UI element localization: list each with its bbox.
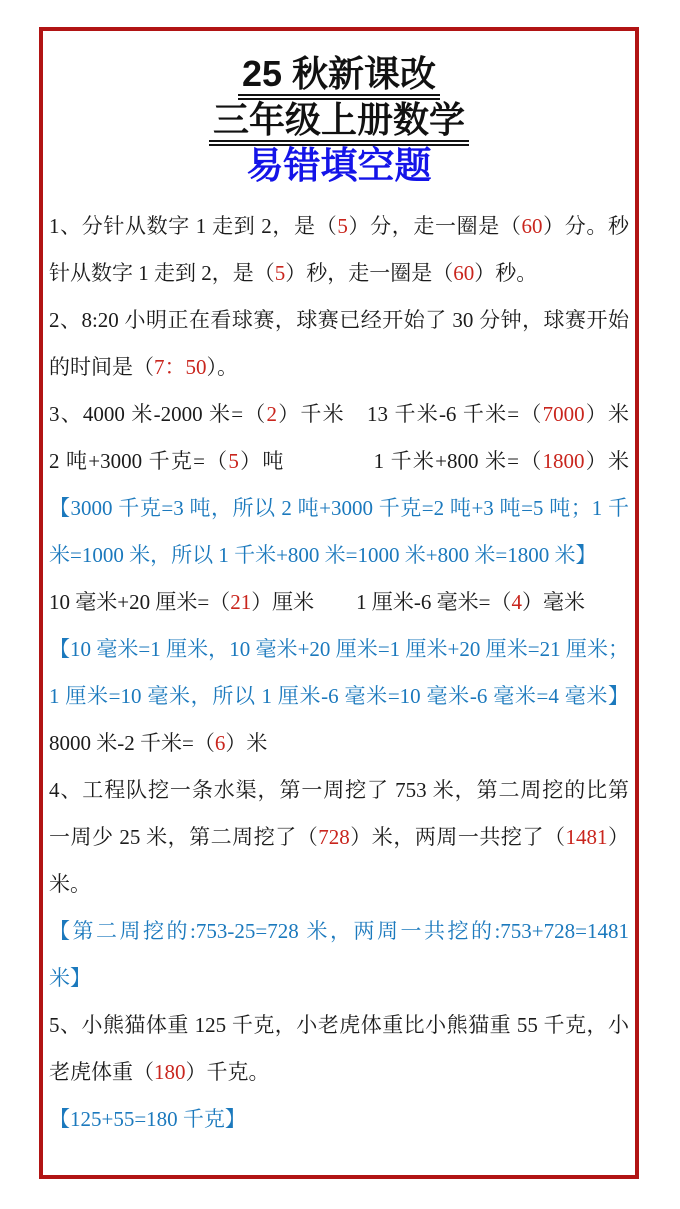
answer-text: 6 [214,731,226,755]
question-text: 4、工程队挖一条水渠，第一周挖了 753 米，第二周挖的比第 [49,778,629,802]
answer-text: 728 [318,825,350,849]
question-text: ）。 [206,355,238,379]
answer-text: 7000 [542,402,585,426]
answer-text: 180 [154,1060,186,1084]
q3-explain-line-4 [49,673,629,720]
answer-text: 5 [228,449,239,473]
worksheet-subtitle: 易错填空题 [246,145,432,186]
worksheet-header [43,51,635,189]
q3-line-3 [49,579,629,626]
question-text: ）秒。 [474,261,538,285]
question-text: 2、8:20 小明正在看球赛，球赛已经开始了 30 分钟，球赛开始 [49,308,629,332]
question-text: ）米 [225,731,268,755]
answer-text: 60 [453,261,475,285]
q1-line-2 [49,250,629,297]
answer-text: 4 [511,590,523,614]
question-text: ）米 [584,402,629,426]
question-text: ）千克。 [185,1060,270,1084]
answer-text: 5 [337,214,348,238]
question-text: ）毫米 [522,590,586,614]
q5-line-2 [49,1049,629,1096]
question-text: 10 毫米+20 厘米=（ [49,590,231,614]
answer-text: 60 [521,214,543,238]
explanation-text: 米】 [49,966,91,990]
q3-explain-line-2 [49,532,629,579]
q3-explain-line-3 [49,626,629,673]
question-text: ）厘米 1 厘米-6 毫米=（ [251,590,512,614]
explanation-text: 【第二周挖的:753-25=728 米，两周一共挖的:753+728=1481 [49,919,629,943]
explanation-text: 【10 毫米=1 厘米，10 毫米+20 厘米=1 厘米+20 厘米=21 厘米； [49,637,629,661]
q4-line-3 [49,861,629,908]
question-text: 的时间是（ [49,355,154,379]
question-text: 米。 [49,872,91,896]
q4-explain-line-2 [49,955,629,1002]
q1-line-1 [49,203,629,250]
question-text: ）秒，走一圈是（ [285,261,454,285]
explanation-text: 【3000 千克=3 吨，所以 2 吨+3000 千克=2 吨+3 吨=5 吨；1 千 [49,496,629,520]
title-row-1 [43,51,635,97]
q5-explain-line-1 [49,1096,629,1143]
question-text: ）米 [584,449,629,473]
title-line-1: 25 秋新课改 [238,54,440,100]
question-text: 5、小熊猫体重 125 千克，小老虎体重比小熊猫重 55 千克，小 [49,1013,629,1037]
answer-text: 2 [266,402,278,426]
q2-line-1 [49,297,629,344]
q3-line-4 [49,720,629,767]
question-text: 2 吨+3000 千克=（ [49,449,229,473]
question-text: ）分，走一圈是（ [347,214,522,238]
title-line-2: 三年级上册数学 [209,100,469,146]
question-text: 8000 米-2 千米=（ [49,731,215,755]
q5-line-1 [49,1002,629,1049]
q3-line-2 [49,438,629,485]
q4-explain-line-1 [49,908,629,955]
question-text: 老虎体重（ [49,1060,154,1084]
answer-text: 5 [274,261,286,285]
explanation-text: 米=1000 米，所以 1 千米+800 米=1000 米+800 米=1800 米】 [49,543,597,567]
question-text: 1、分针从数字 1 走到 2，是（ [49,214,338,238]
red-border-frame [39,27,639,1179]
answer-text: 7：50 [154,355,207,379]
answer-text: 1800 [542,449,585,473]
question-text: ） [607,825,629,849]
q2-line-2 [49,344,629,391]
explanation-text: 1 厘米=10 毫米，所以 1 厘米-6 毫米=10 毫米-6 毫米=4 毫米】 [49,684,629,708]
question-text: 一周少 25 米，第二周挖了（ [49,825,319,849]
explanation-text: 【125+55=180 千克】 [49,1107,246,1131]
answer-text: 21 [230,590,252,614]
question-text: 3、4000 米-2000 米=（ [49,402,267,426]
question-text: ）米，两周一共挖了（ [349,825,566,849]
answer-text: 1481 [565,825,608,849]
q4-line-1 [49,767,629,814]
title-row-2 [43,97,635,143]
worksheet-body [43,203,635,1143]
question-text: ）千米 13 千米-6 千米=（ [277,402,543,426]
question-text: 针从数字 1 走到 2，是（ [49,261,275,285]
q4-line-2 [49,814,629,861]
question-text: ）吨 1 千米+800 米=（ [238,449,543,473]
q3-line-1 [49,391,629,438]
q3-explain-line-1 [49,485,629,532]
question-text: ）分。秒 [542,214,629,238]
